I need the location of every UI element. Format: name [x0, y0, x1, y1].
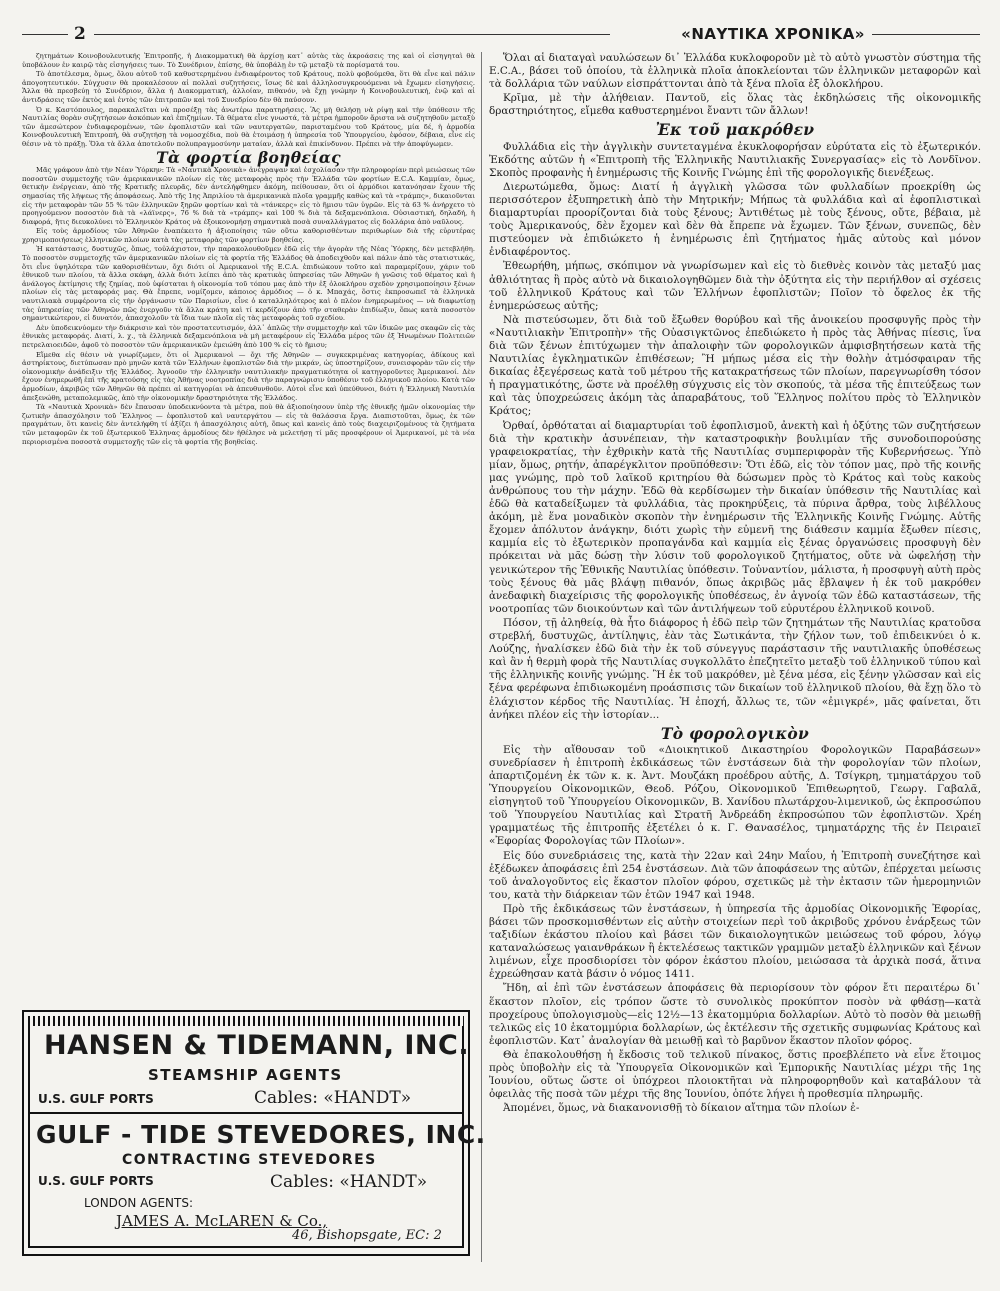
ad-agent-name: JAMES A. McLAREN & Co., [116, 1212, 328, 1230]
section-heading-from-afar: Ἐκ τοῦ μακρόθεν [655, 120, 815, 140]
paragraph: Ὅλαι αἱ διαταγαὶ ναυλώσεων δι᾿ Ἑλλάδα κυκλοφοροῦν μὲ τὸ αὐτὸ γνωστὸν σύστημα τῆς E.C.A., βάσει τοῦ ὁποίου, τὰ ἑλληνικὰ πλοῖα ἀποκλείονται τῶν ἑλληνικῶν μεταφορῶν καὶ τὰ δολλάρια τῶν ναύλων εἰσπράττονται ἀπὸ τὰ ξένα πλοῖα ἐξ ὁλοκλήρου. [489, 52, 981, 91]
paragraph: Ἐθεωρήθη, μήπως, σκόπιμον νὰ γνωρίσωμεν καὶ εἰς τὸ διεθνὲς κοινὸν τὰς μεταξύ μας ἀθλιότητας ἢ πρὸς αὐτὸ νὰ δικαιολογηθῶμεν διὰ τὴν ὀξύτητα εἰς τὴν περιήλθον αἱ σχέσεις τοῦ ἑλληνικοῦ Κράτους καὶ τῶν Ἑλλήνων ἐφοπλιστῶν; Ποῖον τὸ ὄφελος ἐκ τῆς ἐνημερώσεως αὐτῆς; [489, 260, 981, 312]
ad-london-agents-label: LONDON AGENTS: [84, 1196, 194, 1210]
paragraph: Εἰς δύο συνεδριάσεις της, κατὰ τὴν 22αν καὶ 24ην Μαΐου, ἡ Ἐπιτροπὴ συνεζήτησε καὶ ἐξέδωκεν ἀποφάσεις ἐπὶ 254 ἐνστάσεων. Διὰ τῶν ἀποφάσεων της αὐτῶν, ἐπέρχεται μείωσις τοῦ ἀναλογοῦντος εἰς ἕκαστον πλοῖον φόρου, σχετικῶς μὲ τὴν ἐκτασιν τῶν ἡμερομηνιῶν του, κατὰ τὴν διάρκειαν τῶν ἐτῶν 1947 καὶ 1948. [489, 849, 981, 901]
column-divider [481, 52, 482, 1262]
header-rule-right [872, 34, 980, 35]
right-column [489, 52, 981, 1262]
paragraph: Τὰ «Ναυτικὰ Χρονικὰ» δὲν ἔπαυσαν ὑποδεικνύοντα τὰ μέτρα, ποὺ θὰ ἀξιοποίησουν ὑπὲρ τῆς ἐθνικῆς ἡμῶν οἰκονομίας τὴν ζωτικὴν ἀπασχόλησιν τοῦ Ἕλληνος — ἐφοπλιστοῦ καὶ ναυτεργάτου — εἰς τὰ θαλάσσια ἔργα. Διαπιστοῦται, ὅμως, ἐκ τῶν πραγμάτων, ὅτι κανεὶς δὲν ἀντελήφθη τί ἀξίζει ἡ ἀπασχόλησις αὐτή, ὅπως καὶ κανεὶς ἀπὸ τοὺς διαχειριζομένους τὰ ζητήματα τῶν μεταφορῶν ἐκ τοῦ ἐξωτερικοῦ Ἑλληνας ἁρμοδίους δὲν ἠθέλησε νὰ μελετήσῃ τί μᾶς προσφέρουν οἱ Ἀμερικανοί, μὲ τὰ νέα περιορισμένα ποσοστὰ συμμετοχῆς τῶν εἰς τὰ φορτία τῆς βοηθείας. [22, 403, 475, 446]
ad-hatched-border [28, 1016, 464, 1026]
journal-title: «ΝΑΥΤΙΚΑ ΧΡΟΝΙΚΑ» [681, 25, 865, 43]
paragraph: Θὰ ἐπακολουθήσῃ ἡ ἔκδοσις τοῦ τελικοῦ πίνακος, ὅστις προεβλέπετο νὰ εἶνε ἕτοιμος πρὸς ὑποβολὴν εἰς τὰ Ὑπουργεῖα Οἰκονομικῶν καὶ Ἐμπορικῆς Ναυτιλίας μέχρι τῆς 1ης Ἰουνίου, οὕτως ὥστε οἱ ὑπόχρεοι πλοιοκτῆται νὰ πληροφορηθοῦν καὶ καταβάλουν τὰ ὀφειλὰς τῆς ποσὰ τῶν μέχρι τῆς 8ης Ἰουνίου, ὁπότε λήγει ἡ προθεσμία πληρωμῆς. [489, 1048, 981, 1101]
paragraph: Τὸ ἀποτέλεσμα, ὅμως, ὅλου αὐτοῦ τοῦ καθυστερημένου ἐνδιαφέροντος τοῦ Κράτους, πολὺ φοβούμεθα, ὅτι θὰ εἶνε καὶ πάλιν ἀπογοητευτικόν. Σύγχυσιν θὰ προκαλέσουν αἱ πολλαὶ συζητήσεις, ἴσως δὲ καὶ ἀλληλοσυγκρουόμεναι νὰ ἔχωμεν εἰσηγήσεις. Ἄλλα θὰ πρεσβεύῃ τὸ Συνέδριον, ἄλλα ἡ Διακομματική, ἀλλοίαν, πιθανόν, νὰ ἔχῃ γνώμην ἡ Κοινοβουλευτική, ἐνῷ καὶ αἱ ἀντιδράσεις τῶν ἐκτὸς καὶ ἐντὸς τῶν ἐπιτροπῶν καὶ τοῦ Συνεδρίου δὲν θὰ παύσουν. [22, 70, 475, 104]
paragraph: Ὀρθαί, ὀρθόταται αἱ διαμαρτυρίαι τοῦ ἐφοπλισμοῦ, ἀνεκτὴ καὶ ἡ ὀξύτης τῶν συζητήσεων διὰ τὴν κρατικὴν ἀσυνέπειαν, τὴν καταστροφικὴν βουλιμίαν τῆς συνοδοιπορούσης γραφειοκρατίας, τὴν ἐχθρικὴν κατὰ τῆς Ναυτιλίας συμπεριφορὰν τῆς Κυβερνήσεως. Ὑπὸ μίαν, ὅμως, ρητήν, ἀπαρέγκλιτον προϋπόθεσιν: Ὅτι ἐδῶ, εἰς τὸν τόπον μας, πρὸ τῆς κοινῆς μας γνώμης, πρὸ τοῦ λαϊκοῦ κριτηρίου θὰ δώσωμεν πρὸς τὸ Κράτος καὶ τοὺς κακοὺς ἀνθρώπους του τὴν μάχην. Ἐδῶ θὰ κερδίσωμεν τὴν δικαίαν ὑπόθεσιν τῆς Ναυτιλίας καὶ ἐδῶ θὰ καταδείξωμεν τὰ φυλλάδια, τὰς προκηρύξεις, τὰ πύρινα ἄρθρα, τοὺς λιβέλλους ἀκόμη, μὲ ἕνα μοναδικὸν σκοπὸν τὴν ἐνημέρωσιν τῆς Ἑλληνικῆς Κοινῆς Γνώμης. Αὐτῆς ἔχομεν ἀπόλυτον ἀνάγκην, διότι χωρὶς τὴν εὐμενῆ της διάθεσιν καμμία ἔξωθεν πίεσις, καμμία εἰς τὸ ἐξωτερικὸν προπαγάνδα καὶ καμμία εἰς ξένας ὀργανώσεις προσφυγὴ δὲν πρόκειται νὰ μᾶς δώσῃ τὴν λύσιν τοῦ φορολογικοῦ ζητήματος, οὔτε νὰ ὠφελήσῃ τὴν γενικώτερον τῆς Ἐθνικῆς Ναυτιλίας ὑπόθεσιν. Τοὐναντίον, μάλιστα, ἡ προσφυγὴ αὐτὴ πρὸς τοὺς ξένους θὰ μᾶς βλάψῃ πιθανόν, ὅπως ἀκριβῶς μᾶς ἔβλαψεν ἡ ἐκ τοῦ μακρόθεν ἀνεδαφικὴ διαχείρισις τῆς φορολογικῆς ὑποθέσεως, ἐν ἀγνοίᾳ τῶν ἐδῶ καταστάσεων, τῆς νοοτροπίας τῶν διοικούντων καὶ τῶν ἀντιλήψεων τοῦ εὐρυτέρου ἑλληνικοῦ κοινοῦ. [489, 419, 981, 615]
paragraph: Πρὸ τῆς ἐκδικάσεως τῶν ἐνστάσεων, ἡ ὑπηρεσία τῆς ἁρμοδίας Οἰκονομικῆς Ἐφορίας, βάσει τῶν προσκομισθέντων εἰς αὐτὴν στοιχείων περὶ τοῦ ἀκριβοῦς χρόνου ἐνάρξεως τῶν ταξιδίων ἑκάστου πλοίου καὶ βάσει τῶν δικαιολογητικῶν μειώσεως τοῦ φόρου, λόγῳ καταναλώσεως γαιανθράκων ἢ ἐκτελέσεως τακτικῶν γραμμῶν μεταξὺ ἑλληνικῶν καὶ ξένων λιμένων, εἶχε προσδιορίσει τὸν φόρον ἑκάστου πλοίου, μειώσασα τὰ ἀρχικὰ ποσά, ἅτινα ἐχρεώθησαν κατὰ βάσιν ὁ νόμος 1411. [489, 902, 982, 981]
header-rule-left [22, 34, 68, 35]
ad-ports-2: U.S. GULF PORTS [38, 1174, 154, 1188]
section-heading-aid-cargoes: Τὰ φορτία βοηθείας [156, 147, 341, 167]
advertisement-box [22, 1010, 486, 1256]
paragraph: Εἴμεθα εἰς θέσιν νὰ γνωρίζωμεν, ὅτι οἱ Ἀμερικανοὶ — ὄχι τῆς Ἀθηνῶν — συγκεκριμένας κατηγορίας, ἀδίκους καὶ ἀστηρίκτους, διετύπωσαν πρὸ μηνῶν κατὰ τῶν Ἑλλήνων ἐφοπλιστῶν διὰ τὴν μικράν, ὡς ὑποστηρίζουν, συνεισφορὰν τῶν εἰς τὴν οἰκονομικὴν ἀνάδειξιν τῆς Ἑλλάδος. Ἀγνοοῦν τὴν ἑλληνικὴν ναυτιλιακὴν πραγματικότητα οἱ κατηγοροῦντες Ἀμερικανοί. Δὲν ἔχουν ἐνημερωθῆ ἐπὶ τῆς κρατούσης εἰς τὰς Ἀθήνας νοοτροπίας διὰ τὴν παραγνώρισιν ὑποθέσιν τοῦ ἑλληνικοῦ πλοίου. Κατὰ τῶν ἁρμοδίων, ἀκριβῶς τῶν Ἀθηνῶν θὰ πρέπει αἱ κατηγορίαι νὰ ἀπευθυνθοῦν. Αὐτοὶ εἶνε καὶ ὑπεύθυνοι, διότι ἡ Ἑλληνικὴ Ναυτιλία ἀπεξενώθη, μεταπολεμικῶς, ἀπὸ τὴν οἰκονομικὴν δραστηριότητα τῆς Ἑλλάδος. [22, 350, 475, 402]
paragraph: Κρῖμα, μὲ τὴν ἀλήθειαν. Παντοῦ, εἰς ὅλας τὰς ἐκδηλώσεις τῆς οἰκονομικῆς δραστηριότητος, εἴμεθα καθυστερημένοι ἔναντι τῶν ἄλλων! [489, 92, 981, 118]
paragraph: Ἀπομένει, ὅμως, νὰ διακανονισθῇ τὸ δίκαιον αἴτημα τῶν πλοίων ἐ- [503, 1102, 860, 1115]
ad-agent-address: 46, Bishopsgate, EC: 2 [292, 1228, 442, 1243]
ad-company-2-role: CONTRACTING STEVEDORES [122, 1152, 377, 1168]
paragraph: Μᾶς γράφουν ἀπὸ τὴν Νέαν Ὑόρκην: Τὰ «Ναυτικὰ Χρονικὰ» ἀνέγραψαν καὶ ἐσχολίασαν τὴν πληροφορίαν περὶ μειώσεως τῶν ποσοστῶν συμμετοχῆς τῶν ἀμερικανικῶν πλοίων εἰς τὰς μεταφορὰς πρὸς τὴν Ἑλλάδα τῶν φορτίων E.C.A. Καμμίαν, ὅμως, θετικὴν ἐνέργειαν, ἀπὸ τῆς Κρατικῆς πλευρᾶς, δὲν ἀντελήφθημεν ἀκόμη, πείθουσαν, ὅτι οἱ ἁρμόδιοι κατανόησαν ἔχουν τῆς σημασίας τῆς λήψεως τῆς ἀποφάσεως. Ἀπὸ τῆς 1ης Ἀπριλίου τὰ ἀμερικανικὰ πλοῖα γραμμῆς καθὼς καὶ τὰ «τράμπς», δικαιοῦνται εἰς τὴν μεταφορὰν τῶν 55 % τῶν ἑλληνικῶν ξηρῶν φορτίων καὶ τὰ «τάνκερς» εἰς τὸ ἥμισυ τῶν ὑγρῶν. Εἰς τὰ 63 % ἀνήρχετο τὸ προηγούμενον ποσοστὸν διὰ τὰ «λάϊνερς», 76 % διὰ τὰ «τράμπς» καὶ 100 % διὰ τὰ δεξαμενόπλοια. Οὐσιαστική, δηλαδή, ἡ διαφορά, ἥτις διευκολύνει τὸ Ἑλληνικὸν Κράτος νὰ ἐξοικονομήσῃ σημαντικὰ ποσὰ συναλλάγματος εἰς δολλάρια ἀπὸ ναῦλους. [22, 166, 475, 226]
paragraph: Διερωτώμεθα, ὅμως: Διατί ἡ ἀγγλικὴ γλῶσσα τῶν φυλλαδίων προεκρίθη ὡς περισσότερον ἐξυπηρετικὴ ἀπὸ τὴν Μητρικήν; Μήπως τὰ φυλλάδια καὶ αἱ ἐφοπλιστικαὶ διαμαρτυρίαι προορίζονται διὰ τοὺς ξένους; Ἀντιθέτως μὲ τοὺς ξένους, οὔτε, βέβαια, μὲ τοὺς Ἀμερικανούς, δὲν ἔχομεν καὶ δὲν θὰ ἔπρεπε νὰ ἔχωμεν. Τῶν ξένων, συνεπῶς, δὲν πιστεύομεν νὰ ἐπιδιώκετο ἡ ἐνημέρωσις ἐπὶ ζητήματος ἡμᾶς αὐτοὺς καὶ μόνον ἐνδιαφέροντος. [489, 180, 981, 259]
paragraph: Φυλλάδια εἰς τὴν ἀγγλικὴν συντεταγμένα ἐκυκλοφορήσαν εὐρύτατα εἰς τὸ ἐξωτερικόν. Ἐκδότης αὐτῶν ἡ «Ἐπιτροπὴ τῆς Ἑλληνικῆς Ναυτιλιακῆς Συνεργασίας» εἰς τὸ Λονδῖνον. Σκοπὸς προφανὴς ἡ ἐνημέρωσις τῆς Κοινῆς Γνώμης ἐπὶ τῆς φορολογικῆς διενέξεως. [489, 140, 981, 179]
paragraph: Ἡ κατάστασις, δυστυχῶς, ὅπως, τοὐλάχιστον, τὴν παρακολουθοῦμεν ἐδῶ εἰς τὴν ἀγορὰν τῆς Νέας Ὑόρκης, δὲν μετεβλήθη. Τὸ ποσοστὸν συμμετοχῆς τῶν ἀμερικανικῶν πλοίων εἰς τὰ φορτία τῆς Ἑλλάδος θὰ ἀποδειχθοῦν καὶ πάλιν ἀπὸ τὰς στατιστικάς, ὅτι εἶνε ὑψηλότερα τῶν καθορισθέντων, ὄχι διότι οἱ Ἀμερικανοὶ τῆς E.C.A. ἐπιδιώκουν τοῦτο καὶ παραμερίζουν, χάριν τοῦ ἐθνικοῦ των πλοίου, τὰ ἄλλα σκάφη, ἀλλὰ διότι λείπει ἀπὸ τὰς κρατικὰς ὑπηρεσίας τῶν Ἀθηνῶν ἡ γνῶσις τοῦ θέματος καὶ ἡ ἀνάλογος ἐκτίμησις τῆς ζημίας, ποὺ ὑφίσταται ἡ οἰκονομία τοῦ τόπου μας ἀπὸ τὴν ἐξ ὁλοκλήρου σχεδὸν χρησιμοποίησιν ξένων πλοίων εἰς τὰς μεταφοράς μας. Θὰ ἔπρεπε, νομίζομεν, κάποιος ἁρμόδιος — ὁ κ. Μπαχάς, ὅστις ἐκπροσωπεῖ τὰ ἑλληνικὰ ναυτιλιακὰ συμφέροντα εἰς τὴν ὀργάνωσιν τῶν Παρισίων, εἶνε ὁ καταλληλότερος καὶ ὁ πλέον ἐνημερωμένος — νὰ διαφωτίσῃ τὰς ὑπηρεσίας τῶν Ἀθηνῶν πῶς ἐνεργοῦν τὰ ἄλλα κράτη καὶ τί κερδίζουν ἀπὸ τῆν σταθερὰν ἐπιδίωξιν, ὅπως κατὰ ποσοστὸν σημαντικώτερον, εἰ δυνατόν, ἀπασχολοῦν τὰ ἴδια των πλοῖα εἰς τὰς μεταφορὰς τοῦ σχεδίου. [22, 245, 475, 323]
paragraph: Εἰς τὴν αἴθουσαν τοῦ «Διοικητικοῦ Δικαστηρίου Φορολογικῶν Παραβάσεων» συνεδρίασεν ἡ ἐπιτροπὴ ἐκδικάσεως τῶν ἐνστάσεων διὰ τὴν φορολογίαν τῶν πλοίων, ἀπαρτιζομένη ἐκ τῶν κ. κ. Ἀντ. Μουζάκη προέδρου αὐτῆς, Δ. Τσίγκρη, τμηματάρχου τοῦ Ὑπουργείου Οἰκονομικῶν, Θεοδ. Ρόζου, Οἰκονομικοῦ Ἐπιθεωρητοῦ, Γεωργ. Γαβαλᾶ, εἰσηγητοῦ τοῦ Ὑπουργείου Οἰκονομικῶν, Β. Χανίδου πλωτάρχου-λιμενικοῦ, ὡς ἐκπροσώπου τοῦ Ὑπουργείου Ναυτιλίας καὶ Στρατῆ Ἀνδρεάδη ἐκπροσώπου τῶν ἐφοπλιστῶν. Χρέη γραμματέως τῆς ἐπιτροπῆς ἐξετέλει ὁ κ. Γ. Θανασέλος, τμηματάρχης τῆς ἐν Πειραιεῖ «Ἐφορίας Φορολογίας τῶν Πλοίων». [489, 743, 981, 848]
ad-cables-2: Cables: «HANDT» [270, 1172, 428, 1192]
ad-company-1: HANSEN & TIDEMANN, INC. [44, 1030, 470, 1061]
section-heading-tax-issue: Τὸ φορολογικὸν [660, 723, 810, 743]
ad-company-2: GULF - TIDE STEVEDORES, INC. [36, 1120, 486, 1149]
ad-cables-1: Cables: «HANDT» [254, 1088, 412, 1108]
ad-divider [30, 1112, 462, 1114]
paragraph: Πόσον, τῇ ἀληθείᾳ, θὰ ἦτο διάφορος ἡ ἐδῶ πεὶρ τῶν ζητημάτων τῆς Ναυτιλίας κρατοῦσα στρεβλή, δυστυχῶς, ἀντίληψις, ἐὰν τὰς Σωτικάντα, τὴν ζήλον των, τοῦ ἐπιδεικνύει ὁ κ. Λούζης, ἠναλίσκεν ἐδῶ διὰ τὴν ἐκ τοῦ σύνεγγυς παράστασιν τῆς ναυτιλιακῆς ὑποθέσεως καὶ ἂν ἡ θερμὴ φορὰ τῆς Ναυτιλίας συγκολλᾶτο ἐπεζητεῖτο μεταξὺ τοῦ ἑλληνικοῦ τύπου καὶ τῆς ἑλληνικῆς κοινῆς γνώμης. Ἢ ἐκ τοῦ μακρόθεν, μὲ ξένα μέσα, εἰς ξένην γλῶσσαν καὶ εἰς ξένα φερέφωνα ἐπιδιωκομένη προάσπισις τῶν δικαίων τοῦ ἑλληνικοῦ πλοίου, θὰ ἔχῃ ὅλο τὸ ἐλάχιστον κέρδος τῆς Ναυτιλίας. Ἡ ἐποχή, ἄλλως τε, τῶν «ἐμιγκρέ», μᾶς φαίνεται, ὅτι ἀνήκει πλέον εἰς τὴν ἱστορίαν... [489, 616, 981, 721]
paragraph: Δὲν ὑποδεικνύομεν τὴν διάκρισιν καὶ τὸν προστατευτισμόν, ἀλλ᾿ ἁπλῶς τὴν συμμετοχὴν καὶ τῶν ἰδικῶν μας σκαφῶν εἰς τὰς ἐθνικὰς μεταφοράς. Διατί, λ. χ., τὰ ἑλληνικὰ δεξαμενόπλοια νὰ μὴ μεταφέρουν εἰς Ἑλλάδα μέρος τῶν ἐξ Ἡνωμένων Πολιτειῶν πετρελαιοειδῶν, ἀφοῦ τὸ ποσοστὸν τῶν ἀμερικανικῶν ἐμειώθη ἀπὸ 100 % εἰς τὸ ἥμισυ; [22, 323, 475, 349]
paragraph: Νὰ πιστεύσωμεν, ὅτι διὰ τοῦ ἔξωθεν θορύβου καὶ τῆς ἀνοικείου προσφυγῆς πρὸς τὴν «Ναυτιλιακὴν Ἐπιτροπὴν» τῆς Οὐασιγκτῶνος ἐπεδιώκετο ἡ πρὸς τὰς Ἀθήνας πίεσις, ἵνα διὰ τῶν ξένων ἐπιτύχωμεν τὴν ἀπαλοιφὴν τῶν φορολογικῶν ἀμφισβητήσεων κατὰ τῆς Ναυτιλίας ἐγκληματικῶν ἐπιθέσεων; Ἢ μήπως μέσα εἰς τὴν θολὴν ἀτμόσφαιραν τῆς δικαίας ἐξεγέρσεως κατὰ τοῦ μέτρου τῆς κατακρατήσεως τῶν πλοίων, παρεγνωρίσθη τόσον ἡ πραγματικότης, ὥστε νὰ προέλθῃ σύγχυσις εἰς τὸν σκοπούς, τὰ μέσα τῆς ἐπιτεύξεως των καὶ τὰς ὑποχρεώσεις ἀκόμη τὰς ἀπαραβάτους, τοῦ Ἕλληνος πολίτου πρὸς τὸ Ἑλληνικὸν Κράτος; [489, 313, 981, 418]
header-rule-middle [94, 34, 610, 35]
paragraph: ζητημάτων Κοινοβουλευτικής Ἐπιτροπῆς, ἡ Διακομματικὴ θὰ ἀρχίσῃ κατ᾿ αὐτὰς τὰς ἀκροάσεις της καὶ οἱ εἰσηγηταὶ θὰ ὑποβάλουν ἐν καιρῷ τὰς εἰσηγήσεις των. Τὸ Συνέδριον, ἐπίσης, θὰ ὑποβάλῃ ἐν τῷ μεταξὺ τὰ πορίσματά του. [22, 52, 475, 69]
ad-ports-1: U.S. GULF PORTS [38, 1092, 154, 1106]
paragraph: Ἤδη, αἱ ἐπὶ τῶν ἐνστάσεων ἀποφάσεις θὰ περιορίσουν τὸν φόρον ἔτι περαιτέρω δι᾿ ἕκαστον πλοῖον, εἰς τρόπον ὥστε τὸ συνολικὸς προκύπτον ποσὸν νὰ φθάσῃ—κατὰ προχείρους ὑπολογισμοὺς—εἰς 12½—13 ἑκατομμύρια δολλαρίων. Αὐτὸ τὸ ποσὸν θὰ μειωθῇ τελικῶς εἰς 10 ἑκατομμύρια δολλαρίων, ὡς ἐκτέλεσιν τῆς σχετικῆς συμφωνίας Κράτους καὶ ἐφοπλιστῶν. Κατ᾿ ἀναλογίαν θὰ μειωθῇ καὶ τὸ βαρῦνον ἕκαστον πλοῖον φόρος. [489, 982, 981, 1047]
paragraph: Ὁ κ. Καστόπουλος, παρακαλεῖται νὰ προσέξῃ τὰς ἀνωτέρω παρατηρήσεις. Ἂς μὴ θελήσῃ νὰ ρίψῃ καὶ τὴν ὑπόθεσιν τῆς Ναυτιλίας θορὰν συζητήσεων ἀσκόπων καὶ ἐπιζημίων. Τὰ θέματα εἶνε γνωστά, τὰ μέτρα ἠμποροῦν ἄριστα νὰ συζητηθοῦν μεταξὺ τῶν ἀμεσώτερον ἐνδιαφερομένων, τῶν ἐφοπλιστῶν καὶ τῶν ναυτεργατῶν, παρισταμένου τοῦ Κράτους, μία δέ, ἡ ἁρμοδία Κοινοβουλευτικὴ Ἐπιτροπή, θὰ συζητήσῃ τὰ νομοσχέδια, ποὺ θὰ ἑτοιμάσῃ ἡ ὑπηρεσία τοῦ Ὑπουργείου, ἐφόσον, δέβαια, εἶνε εἰς θέσιν νὰ τὸ πράξῃ. Ὅλα τὰ ἄλλα ἀποτελοῦν πολυπραγμοσύνην ματαίαν, ἀλλὰ καὶ ἐπικίνδυνον. Πρέπει νὰ τὴν ἀποφύγωμεν. [22, 105, 475, 148]
page-header [22, 24, 980, 46]
ad-company-1-role: STEAMSHIP AGENTS [148, 1066, 343, 1084]
ad-inner-frame [28, 1026, 486, 1248]
page-number: 2 [74, 24, 86, 44]
paragraph: Εἰς τοὺς ἁρμοδίους τῶν Ἀθηνῶν ἐναπέκειτο ἡ ἀξιοποίησις τῶν οὕτω καθορισθέντων περιθωρίων διὰ τῆς εὐρυτέρας χρησιμοποιήσεως ἑλληνικῶν πλοίων κατὰ τὰς μεταφορὰς τῶν φορτίων βοηθείας. [22, 227, 475, 244]
